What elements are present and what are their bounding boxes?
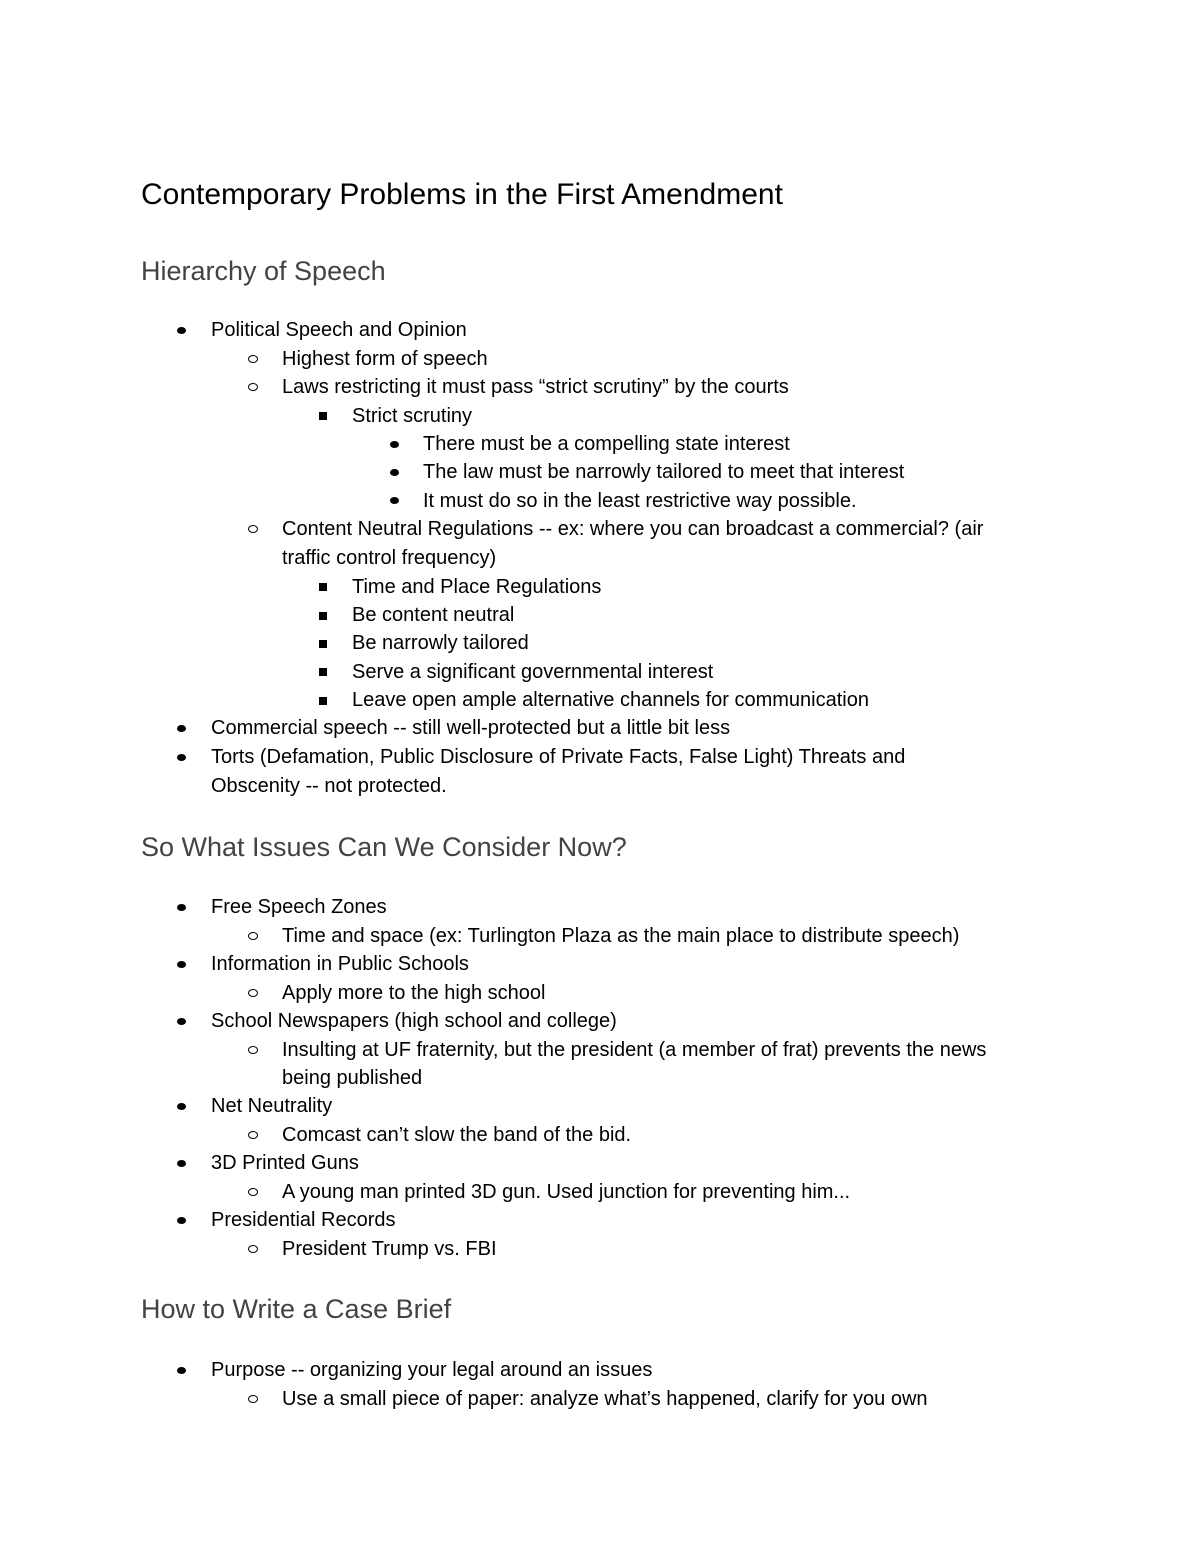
list-item: Net Neutrality: [211, 1095, 333, 1117]
list-item: Use a small piece of paper: analyze what’s happened, clarify for you own: [282, 1388, 928, 1410]
bullet-disc-icon: [177, 961, 186, 968]
list-item: Commercial speech -- still well-protected but a little bit less: [211, 717, 731, 739]
bullet-circle-icon: [248, 1245, 258, 1253]
list-item: Serve a significant governmental interest: [352, 661, 714, 683]
list-item: Presidential Records: [211, 1209, 396, 1231]
bullet-circle-icon: [248, 383, 258, 391]
list-item: Laws restricting it must pass “strict scrutiny” by the courts: [282, 376, 789, 398]
list-item-continuation: traffic control frequency): [282, 547, 497, 569]
list-item: Time and Place Regulations: [352, 576, 602, 598]
list-item: Free Speech Zones: [211, 896, 387, 918]
list-item: A young man printed 3D gun. Used junction for preventing him...: [282, 1181, 851, 1203]
bullet-circle-icon: [248, 989, 258, 997]
list-item: Information in Public Schools: [211, 953, 469, 975]
bullet-disc-icon: [390, 469, 399, 476]
bullet-disc-icon: [177, 1367, 186, 1374]
bullet-square-icon: [319, 668, 327, 676]
list-item: Insulting at UF fraternity, but the president (a member of frat) prevents the news: [282, 1039, 987, 1061]
list-item: Political Speech and Opinion: [211, 319, 467, 341]
list-item: Strict scrutiny: [352, 405, 473, 427]
bullet-circle-icon: [248, 525, 258, 533]
list-item: Comcast can’t slow the band of the bid.: [282, 1124, 632, 1146]
section-heading-hierarchy-of-speech: Hierarchy of Speech: [141, 256, 386, 286]
list-item: There must be a compelling state interest: [423, 433, 790, 455]
bullet-disc-icon: [177, 327, 186, 334]
bullet-circle-icon: [248, 1046, 258, 1054]
list-item: School Newspapers (high school and college): [211, 1010, 617, 1032]
list-item: The law must be narrowly tailored to meet that interest: [423, 461, 905, 483]
list-item: Leave open ample alternative channels for communication: [352, 689, 869, 711]
list-item: Purpose -- organizing your legal around an issues: [211, 1359, 653, 1381]
list-item: Highest form of speech: [282, 348, 488, 370]
section-heading-issues: So What Issues Can We Consider Now?: [141, 832, 627, 862]
list-item-continuation: Obscenity -- not protected.: [211, 775, 447, 797]
bullet-disc-icon: [390, 497, 399, 504]
bullet-disc-icon: [177, 1160, 186, 1167]
bullet-square-icon: [319, 640, 327, 648]
bullet-square-icon: [319, 697, 327, 705]
list-item: Apply more to the high school: [282, 982, 546, 1004]
bullet-disc-icon: [390, 441, 399, 448]
bullet-square-icon: [319, 612, 327, 620]
bullet-disc-icon: [177, 904, 186, 911]
list-item: Content Neutral Regulations -- ex: where you can broadcast a commercial? (air: [282, 518, 984, 540]
bullet-circle-icon: [248, 1188, 258, 1196]
bullet-disc-icon: [177, 1018, 186, 1025]
list-item: It must do so in the least restrictive way possible.: [423, 490, 857, 512]
bullet-circle-icon: [248, 1131, 258, 1139]
bullet-disc-icon: [177, 725, 186, 732]
list-item-continuation: being published: [282, 1067, 423, 1089]
section-heading-case-brief: How to Write a Case Brief: [141, 1294, 452, 1324]
list-item: 3D Printed Guns: [211, 1152, 359, 1174]
list-item: Time and space (ex: Turlington Plaza as the main place to distribute speech): [282, 925, 960, 947]
list-item: Torts (Defamation, Public Disclosure of Private Facts, False Light) Threats and: [211, 746, 906, 768]
list-item: Be content neutral: [352, 604, 515, 626]
bullet-circle-icon: [248, 932, 258, 940]
bullet-square-icon: [319, 412, 327, 420]
bullet-disc-icon: [177, 754, 186, 761]
bullet-circle-icon: [248, 355, 258, 363]
bullet-square-icon: [319, 583, 327, 591]
list-item: President Trump vs. FBI: [282, 1238, 497, 1260]
bullet-disc-icon: [177, 1217, 186, 1224]
bullet-circle-icon: [248, 1395, 258, 1403]
bullet-disc-icon: [177, 1103, 186, 1110]
list-item: Be narrowly tailored: [352, 632, 529, 654]
document-title: Contemporary Problems in the First Amendment: [141, 178, 783, 211]
